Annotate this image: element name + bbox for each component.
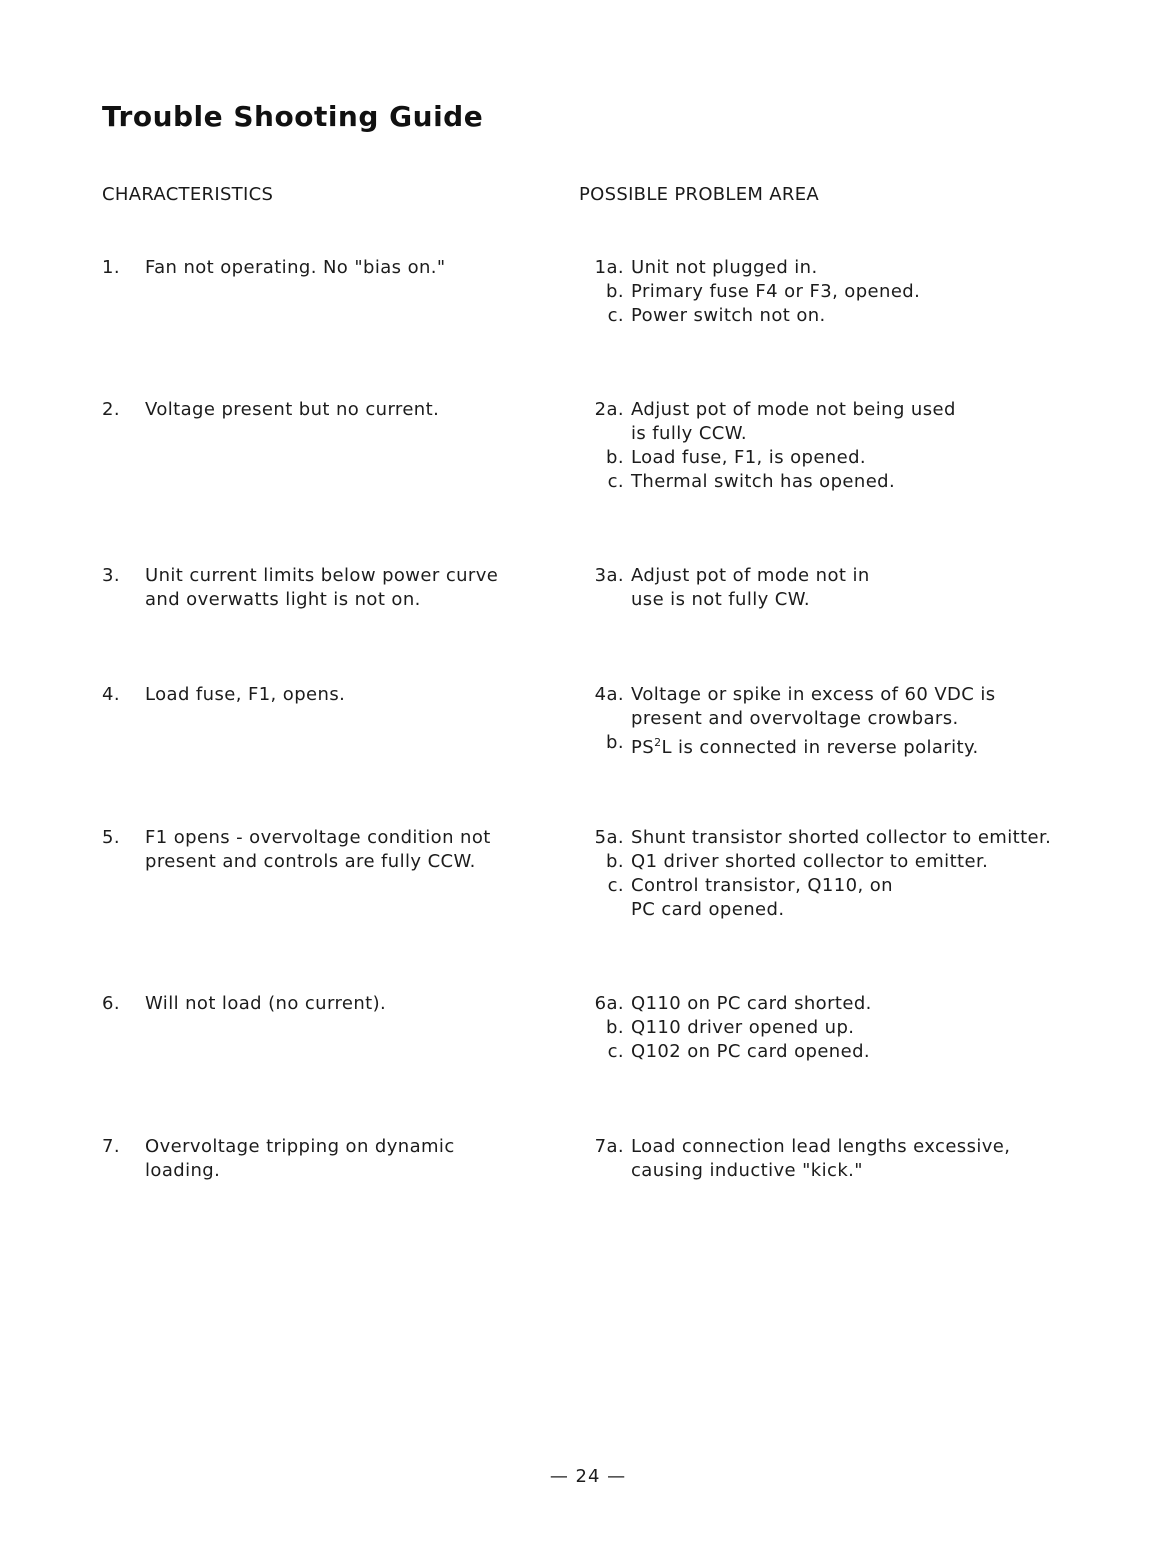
problem-label: b. [606, 281, 624, 302]
problem-text: Adjust pot of mode not in use is not fully CW. [631, 565, 870, 610]
problem-text: Control transistor, Q110, on PC card opened. [631, 875, 893, 920]
problem-item [576, 304, 1166, 328]
problem-item [576, 446, 1166, 470]
problem-label: 6a. [594, 993, 624, 1014]
characteristic [102, 826, 542, 874]
row-number: 6. [102, 993, 120, 1014]
problem-text: $PS^2L$ is connected in reverse polarity. [631, 736, 979, 758]
problem-label: 5a. [594, 827, 624, 848]
problem-item [576, 731, 1166, 760]
characteristic [102, 256, 542, 280]
problem-label: b. [606, 447, 624, 468]
problem-text: Unit not plugged in. [631, 257, 818, 278]
problem-list [576, 1135, 1166, 1183]
characteristic-text: Load fuse, F1, opens. [145, 684, 346, 705]
row-number: 2. [102, 399, 120, 420]
row-number: 7. [102, 1136, 120, 1157]
characteristic-text: Unit current limits below power curve and overwatts light is not on. [145, 565, 499, 610]
problem-label: 2a. [594, 399, 624, 420]
characteristic-text: F1 opens - overvoltage condition not present and controls are fully CCW. [145, 827, 491, 872]
characteristic-text: Overvoltage tripping on dynamic loading. [145, 1136, 455, 1181]
problem-text: Shunt transistor shorted collector to emitter. [631, 827, 1052, 848]
characteristic [102, 564, 542, 612]
problem-item [576, 683, 1166, 731]
problem-list [576, 683, 1166, 760]
problem-item [576, 398, 1166, 446]
problem-label: 7a. [594, 1136, 624, 1157]
problem-item [576, 826, 1166, 850]
problem-list [576, 564, 1166, 612]
problem-label: b. [606, 1017, 624, 1038]
problem-text: Load connection lead lengths excessive, causing inductive "kick." [631, 1136, 1011, 1181]
problem-list [576, 398, 1166, 494]
problem-item [576, 874, 1166, 922]
problem-text: Adjust pot of mode not being used is fully CCW. [631, 399, 956, 444]
row-number: 1. [102, 257, 120, 278]
problem-label: b. [606, 732, 624, 753]
problem-item [576, 992, 1166, 1016]
problem-label: b. [606, 851, 624, 872]
page-number: — 24 — [549, 1466, 627, 1487]
row-number: 4. [102, 684, 120, 705]
characteristic-text: Will not load (no current). [145, 993, 387, 1014]
problem-label: c. [607, 305, 624, 326]
problem-list [576, 992, 1166, 1064]
problem-label: 1a. [594, 257, 624, 278]
problem-item [576, 1016, 1166, 1040]
problem-text: Power switch not on. [631, 305, 826, 326]
characteristic [102, 398, 542, 422]
problem-item [576, 1040, 1166, 1064]
problem-text: Load fuse, F1, is opened. [631, 447, 867, 468]
problem-list [576, 826, 1166, 922]
characteristic-text: Voltage present but no current. [145, 399, 440, 420]
characteristic [102, 992, 542, 1016]
column-header-problem-area: POSSIBLE PROBLEM AREA [579, 184, 819, 205]
problem-item [576, 850, 1166, 874]
problem-item [576, 470, 1166, 494]
problem-item [576, 280, 1166, 304]
problem-text: Q110 on PC card shorted. [631, 993, 872, 1014]
problem-text: Primary fuse F4 or F3, opened. [631, 281, 921, 302]
problem-text: Voltage or spike in excess of 60 VDC is present and overvoltage crowbars. [631, 684, 996, 729]
problem-text: Q102 on PC card opened. [631, 1041, 871, 1062]
characteristic [102, 1135, 542, 1183]
column-header-characteristics: CHARACTERISTICS [102, 184, 274, 205]
problem-label: c. [607, 1041, 624, 1062]
problem-label: 3a. [594, 565, 624, 586]
page-title: Trouble Shooting Guide [102, 100, 484, 133]
problem-label: c. [607, 875, 624, 896]
row-number: 3. [102, 565, 120, 586]
problem-label: c. [607, 471, 624, 492]
problem-list [576, 256, 1166, 328]
problem-text: Q1 driver shorted collector to emitter. [631, 851, 989, 872]
problem-item [576, 256, 1166, 280]
row-number: 5. [102, 827, 120, 848]
characteristic-text: Fan not operating. No "bias on." [145, 257, 446, 278]
problem-item [576, 1135, 1166, 1183]
problem-text: Q110 driver opened up. [631, 1017, 855, 1038]
problem-item [576, 564, 1166, 612]
problem-text: Thermal switch has opened. [631, 471, 896, 492]
characteristic [102, 683, 542, 707]
problem-label: 4a. [594, 684, 624, 705]
